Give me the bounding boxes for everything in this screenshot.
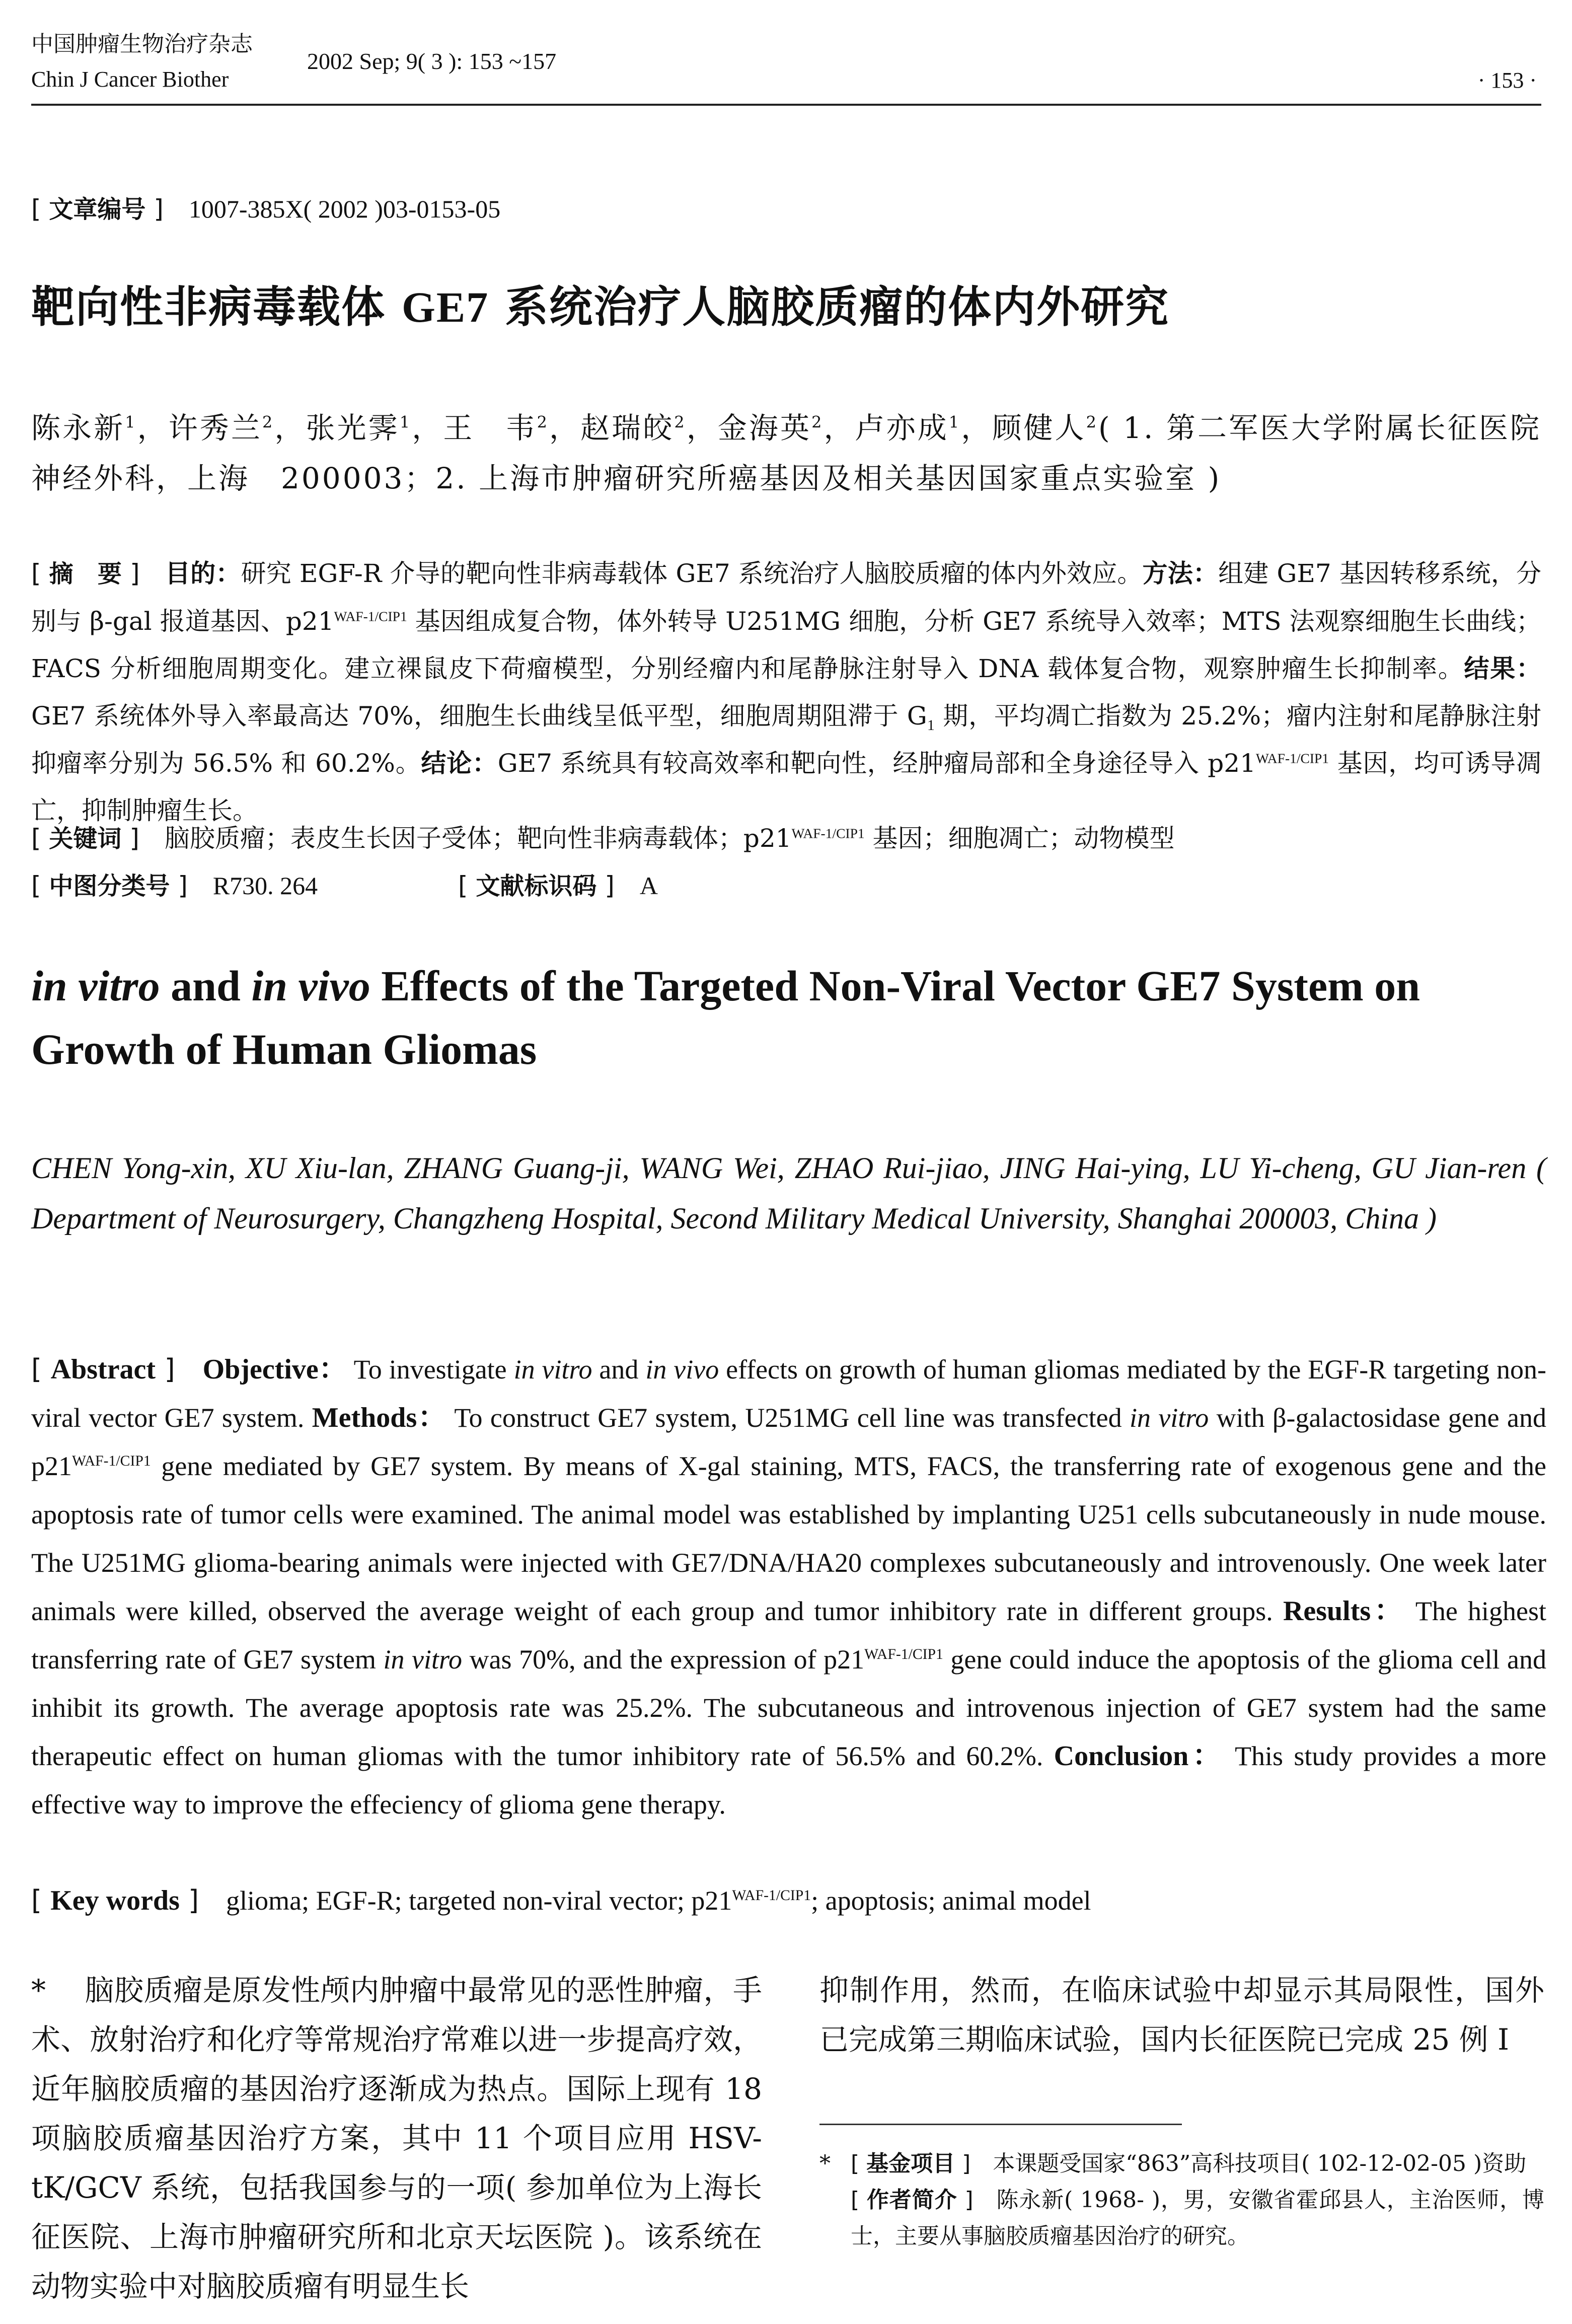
english-authors: CHEN Yong-xin, XU Xiu-lan, ZHANG Guang-ji, WANG Wei, ZHAO Rui-jiao, JING Hai-ying, LU Yi-cheng, GU Jian-ren ( Department of Neurosurgery, Changzheng Hospital, Second Military Medical University, Shanghai 200003, China ) <box>31 1151 1546 1235</box>
journal-name-en: Chin J Cancer Biother <box>31 67 229 92</box>
classification-number: [ 中图分类号 ] R730. 264 <box>31 871 318 900</box>
footnote-author-bio: [ 作者简介 ] 陈永新( 1968- )，男，安徽省霍邱县人，主治医师，博士，主要从事脑胶质瘤基因治疗的研究。 <box>851 2187 1545 2249</box>
author-name: 王 韦 <box>443 411 537 445</box>
author-name: 金海英 <box>717 411 812 445</box>
author-name: 陈永新 <box>31 411 125 445</box>
issue-info: 2002 Sep; 9( 3 ): 153 ~157 <box>307 48 557 74</box>
abstract-label-cn: 摘 要 <box>49 560 122 588</box>
article-number-value: 1007-385X( 2002 )03-0153-05 <box>188 195 501 223</box>
abstract-label-en: Abstract <box>50 1354 156 1385</box>
header-rule <box>31 104 1541 106</box>
author-name: 许秀兰 <box>168 411 263 445</box>
journal-name-cn: 中国肿瘤生物治疗杂志 <box>31 31 253 57</box>
chinese-title: 靶向性非病毒载体 GE7 系统治疗人脑胶质瘤的体内外研究 <box>31 282 1170 332</box>
body-text-left-column: * 脑胶质瘤是原发性颅内肿瘤中最常见的恶性肿瘤，手术、放射治疗和化疗等常规治疗常难以进一步提高疗效，近年脑胶质瘤的基因治疗逐渐成为热点。国际上现有 18 项脑胶质瘤基因治疗方案，其中 11 个项目应用 HSV-tK/GCV 系统，包括我国参与的一项( 参加单位为上海长征医院、上海市肿瘤研究所和北京天坛医院 )。该系统在动物实验中对脑胶质瘤有明显生长 <box>31 1973 762 2303</box>
chinese-abstract: [ 摘 要 ] 目的：研究 EGF-R 介导的靶向性非病毒载体 GE7 系统治疗人脑胶质瘤的体内外效应。方法：组建 GE7 基因转移系统，分别与 β-gal 报道基因、$p21^{WAF-1/CIP1}$ 基因组成复合物，体外转导 U251MG 细胞，分析 GE7 系统导入效率；MTS 法观察细胞生长曲线；FACS 分析细胞周期变化。建立裸鼠皮下荷瘤模型，分别经瘤内和尾静脉注射导入 DNA 载体复合物，观察肿瘤生长抑制率。结果：GE7 系统体外导入率最高达 70%，细胞生长曲线呈低平型，细胞周期阻滞于 $G_1$ 期，平均凋亡指数为 25.2%；瘤内注射和尾静脉注射抑瘤率分别为 56.5% 和 60.2%。结论：GE7 系统具有较高效率和靶向性，经肿瘤局部和全身途径导入 $p21^{WAF-1/CIP1}$ 基因，均可诱导凋亡，抑制肿瘤生长。 <box>31 559 1542 825</box>
footnote-rule <box>819 2124 1182 2125</box>
page-number: · 153 · <box>1477 68 1537 93</box>
article-number-line: [ 文章编号 ] 1007-385X( 2002 )03-0153-05 <box>31 194 501 224</box>
article-number-label: 文章编号 <box>49 195 146 224</box>
body-text-right-column: 抑制作用，然而，在临床试验中却显示其局限性，国外已完成第三期临床试验，国内长征医院已完成 25 例 Ⅰ <box>819 1973 1544 2057</box>
author-name: 张光霁 <box>306 411 400 445</box>
chinese-keywords: [ 关键词 ] 脑胶质瘤；表皮生长因子受体；靶向性非病毒载体；$p21^{WAF-1/CIP1}$ 基因；细胞凋亡；动物模型 <box>31 824 1175 853</box>
english-keywords: [ Key words ] glioma; EGF-R; targeted non-viral vector; $p21^{WAF-1/CIP1}$; apoptosis; animal model <box>31 1884 1091 1916</box>
author-name: 顾健人 <box>992 411 1086 445</box>
english-title: in vitro and in vivo Effects of the Targeted Non-Viral Vector GE7 System on Growth of Human Gliomas <box>31 962 1420 1073</box>
footnotes <box>819 2146 1544 2255</box>
author-name: 赵瑞皎 <box>580 411 675 445</box>
english-abstract: [ Abstract ] Objective： To investigate in vitro and in vivo effects on growth of human gliomas mediated by the EGF-R targeting non-viral vector GE7 system. Methods： To construct GE7 system, U251MG cell line was transfected in vitro with β-galactosidase gene and $p21^{WAF-1/CIP1}$ gene mediated by GE7 system. By means of X-gal staining, MTS, FACS, the transferring rate of exogenous gene and the apoptosis rate of tumor cells were examined. The animal model was established by implanting U251 cells subcutaneously in nude mouse. The U251MG glioma-bearing animals were injected with GE7/DNA/HA20 complexes subcutaneously and introvenously. One week later animals were killed, observed the average weight of each group and tumor inhibitory rate in different groups. Results： The highest transferring rate of GE7 system in vitro was 70%, and the expression of $p21^{WAF-1/CIP1}$ gene could induce the apoptosis of the glioma cell and inhibit its growth. The average apoptosis rate was 25.2%. The subcutaneous and introvenous injection of GE7 system had the same therapeutic effect on human gliomas with the tumor inhibitory rate of 56.5% and 60.2%. Conclusion： This study provides a more effective way to improve the effeciency of glioma gene therapy. <box>31 1353 1547 1820</box>
footnote-fund: * [ 基金项目 ] 本课题受国家“863”高科技项目( 102-12-02-05 )资助 <box>819 2151 1527 2176</box>
chinese-authors: 陈永新$^1$，许秀兰$^2$，张光霁$^1$，王 韦$^2$，赵瑞皎$^2$，金海英$^2$，卢亦成$^1$，顾健人$^2$( 1. 第二军医大学附属长征医院神经外科，上海 200003；2. 上海市肿瘤研究所癌基因及相关基因国家重点实验室 ) <box>31 411 1541 495</box>
author-name: 卢亦成 <box>855 411 949 445</box>
chinese-affiliation: ( 1. 第二军医大学附属长征医院神经外科，上海 200003；2. 上海市肿瘤研究所癌基因及相关基因国家重点实验室 ) <box>31 411 1541 495</box>
document-code: [ 文献标识码 ] A <box>458 871 658 900</box>
